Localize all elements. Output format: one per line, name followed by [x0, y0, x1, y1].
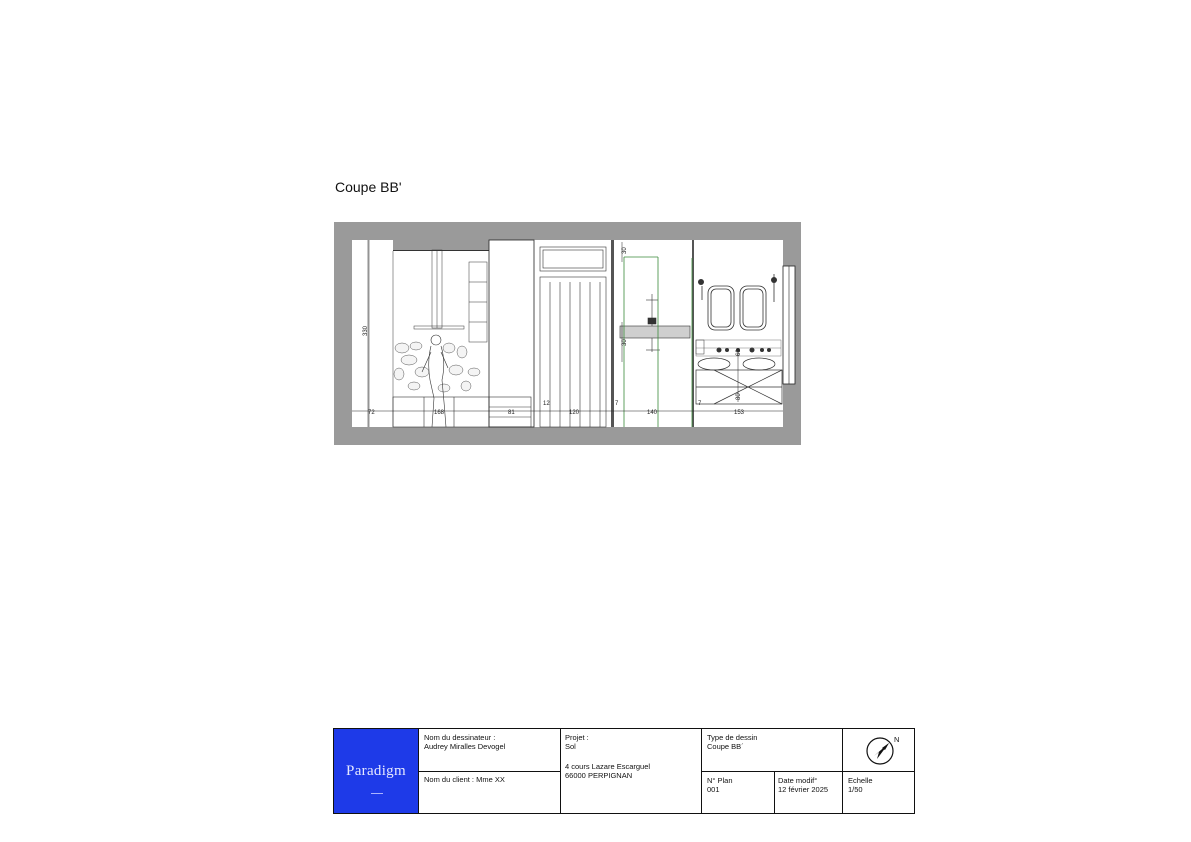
dim-height-shower: 30 — [622, 247, 628, 254]
designer-label: Nom du dessinateur : — [424, 733, 496, 742]
divider — [560, 729, 561, 813]
divider — [419, 771, 560, 772]
dim-w9: 153 — [734, 410, 745, 416]
address-line2: 66000 PERPIGNAN — [565, 771, 633, 780]
address-line1: 4 cours Lazare Escarguel — [565, 762, 651, 771]
scale-value: 1/50 — [848, 785, 863, 794]
section-drawing — [334, 222, 801, 445]
dim-w5: 120 — [569, 410, 580, 416]
logo — [334, 729, 419, 813]
drawing-title: Coupe BB' — [335, 179, 402, 195]
dim-w1: 72 — [368, 410, 375, 416]
date-value: 12 février 2025 — [778, 785, 829, 794]
dim-height-shower2: 30 — [622, 339, 628, 346]
north-label: N — [894, 735, 900, 744]
designer-name: Audrey Miralles Devogel — [424, 742, 506, 751]
north-arrow-icon — [865, 736, 899, 766]
drawing-type-label: Type de dessin — [707, 733, 758, 742]
client-name: Nom du client : Mme XX — [424, 775, 505, 784]
dim-height-vanity2: 80 — [736, 393, 742, 400]
project-label: Projet : — [565, 733, 589, 742]
divider — [701, 771, 915, 772]
plan-number: 001 — [707, 785, 720, 794]
dim-w3: 81 — [508, 410, 515, 416]
dim-w6: 7 — [615, 401, 619, 407]
logo-underline — [371, 793, 383, 794]
dim-height-vanity: 60 — [736, 349, 742, 356]
dim-w4: 12 — [543, 401, 550, 407]
drawing-type: Coupe BB´ — [707, 742, 744, 751]
dim-w7: 140 — [647, 410, 658, 416]
logo-text: Paradigm — [346, 763, 406, 779]
dim-height-left: 330 — [363, 325, 369, 336]
dim-w2: 168 — [434, 410, 445, 416]
project-name: Sol — [565, 742, 576, 751]
date-label: Date modif° — [778, 776, 818, 785]
dim-w8: 7 — [698, 401, 702, 407]
title-block — [333, 728, 915, 814]
plan-label: N° Plan — [707, 776, 733, 785]
scale-label: Echelle — [848, 776, 873, 785]
divider — [774, 771, 775, 813]
